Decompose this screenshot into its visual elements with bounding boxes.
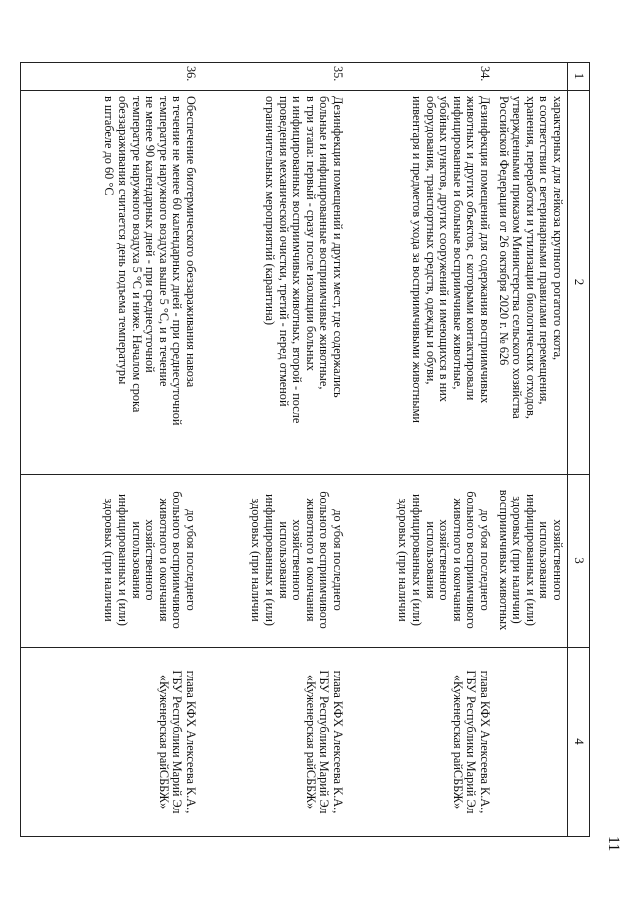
text-line: не менее 90 календарных дней - при среднесуточной [143,96,158,373]
header-divider [567,62,568,837]
text-line: животного и окончания [303,498,318,622]
text-line: использования [129,521,144,599]
text-line: больного восприимчивого [317,491,332,629]
text-line: температуре наружного воздуха выше 5 °С, и в течение [156,96,171,387]
row-responsible [450,652,491,832]
row-number: 36. [184,66,198,82]
row-measure [262,96,344,468]
text-line: глава КФХ Алексеева К.А., [331,670,345,814]
text-line: обеззараживания считается день подъема температуры [116,96,131,385]
text-line: инфицированных и (или) [116,493,131,627]
row-measure [496,96,564,468]
text-line: животного и окончания [156,498,171,622]
table-border-top [589,62,590,837]
col-border-right [20,836,590,837]
text-line: хозяйственного [143,519,158,601]
text-line: характерных для лейкоза крупного рогатого скота, [551,96,565,361]
text-line: больные и инфицированные восприимчивые животные, [317,96,332,390]
text-line: больного восприимчивого [464,491,479,629]
text-line: использования [537,521,552,599]
text-line: хранения, переработки и утилизации биологических отходов, [523,96,538,419]
measures-table [20,62,590,837]
text-line: инфицированных и (или) [410,493,425,627]
text-line: «Куженерская райСББЖ» [156,674,171,810]
page-number: 11 [605,836,622,852]
text-line: ограничительных мероприятий (карантина) [263,96,278,326]
text-line: инвентаря и предметов ухода за восприимчивыми животными [410,96,425,423]
text-line: здоровых (при наличии) [510,496,525,624]
text-line: здоровых (при наличии [396,498,411,622]
row-deadline [249,480,344,640]
row-responsible [303,652,344,832]
text-line: Российской Федерации от 26 октября 2020 г. № 626 [496,96,511,366]
text-line: Обеспечение биотермического обеззараживания навоза [184,96,198,388]
text-line: проведения механической очистки, третий - перед отменой [276,96,291,407]
header-col-3: 3 [572,557,587,564]
text-line: использования [423,521,438,599]
text-line: в соответствии с ветеринарными правилами перемещения, [537,96,552,405]
text-line: глава КФХ Алексеева К.А., [184,670,198,814]
text-line: животного и окончания [450,498,465,622]
text-line: здоровых (при наличии [249,498,264,622]
text-line: инфицированных и (или) [263,493,278,627]
text-line: в течение не менее 60 календарных дней - при среднесуточной [170,96,185,426]
header-col-2: 2 [572,278,587,286]
text-line: Дезинфекция помещений для содержания восприимчивых [478,96,492,404]
row-measure [102,96,197,468]
text-line: утвержденными приказом Министерства сельского хозяйства [510,96,525,419]
table-border-bottom [20,62,21,837]
text-line: Дезинфекция помещений и других мест, где содержались [331,96,345,398]
text-line: до убоя последнего [184,509,198,611]
row-deadline [496,480,564,640]
text-line: ГБУ Республики Марий Эл [317,670,332,814]
text-line: хозяйственного [290,519,305,601]
text-line: ГБУ Республики Марий Эл [170,670,185,814]
text-line: убойных пунктов, других сооружений и имеющихся в них [437,96,452,402]
text-line: до убоя последнего [478,509,492,611]
text-line: инфицированных и (или) [523,493,538,627]
row-number: 35. [331,66,345,82]
row-measure [409,96,491,468]
text-line: использования [276,521,291,599]
row-responsible [156,652,197,832]
text-line: оборудования, транспортных средств, одежды и обуви, [423,96,438,385]
text-line: «Куженерская райСББЖ» [303,674,318,810]
text-line: ГБУ Республики Марий Эл [464,670,479,814]
row-deadline [396,480,491,640]
text-line: и инфицированных восприимчивых животных, второй - после [290,96,305,424]
text-line: «Куженерская райСББЖ» [450,674,465,810]
text-line: инфицированные и больные восприимчивые животные, [450,96,465,390]
text-line: хозяйственного [437,519,452,601]
text-line: глава КФХ Алексеева К.А., [478,670,492,814]
text-line: хозяйственного [551,519,565,601]
text-line: до убоя последнего [331,509,345,611]
text-line: животных и других объектов, с которыми контактировали [464,96,479,401]
col-divider-3 [20,647,590,648]
text-line: в три этапа: первый - сразу после изоляции больных [303,96,318,371]
header-col-1: 1 [572,72,587,80]
header-col-4: 4 [572,738,587,745]
text-line: восприимчивых животных [496,489,511,631]
col-border-left [20,62,590,63]
row-number: 34. [478,66,492,82]
text-line: в штабеле до 60 °С [102,96,117,196]
text-line: здоровых (при наличии [102,498,117,622]
row-deadline [102,480,197,640]
col-divider-2 [20,474,590,475]
col-divider-1 [20,90,590,91]
text-line: больного восприимчивого [170,491,185,629]
text-line: температуре наружного воздуха 5 °С и ниже. Началом срока [129,96,144,413]
